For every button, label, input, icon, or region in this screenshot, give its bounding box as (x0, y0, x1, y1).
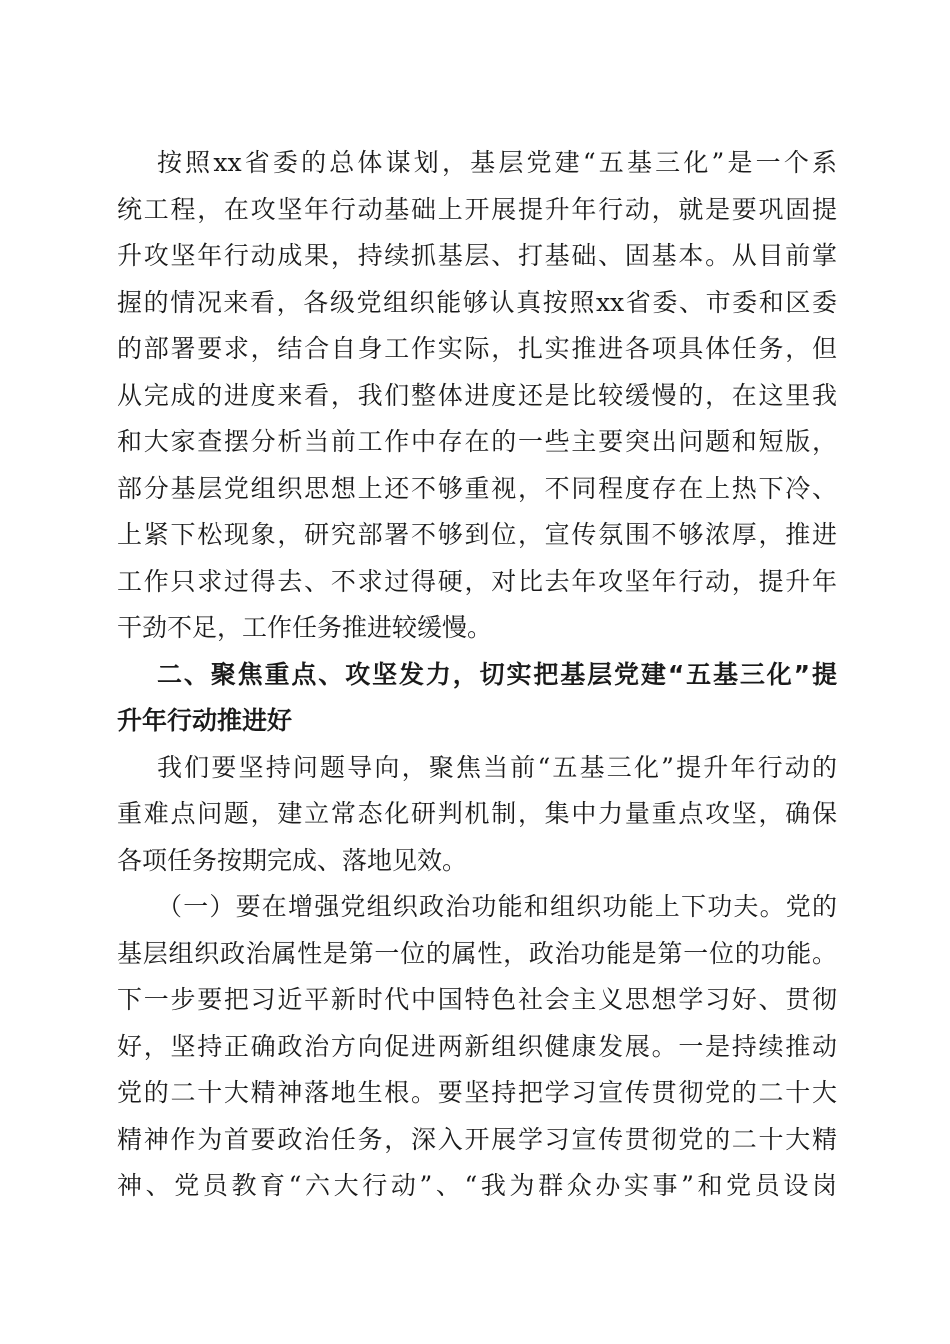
text-line: 升攻坚年行动成果，持续抓基层、打基础、固基本。从目前掌 (117, 241, 837, 270)
heading-line: 二、聚焦重点、攻坚发力，切实把基层党建“五基三化”提 (157, 659, 837, 689)
text-line: 下一步要把习近平新时代中国特色社会主义思想学习好、贯彻 (117, 985, 837, 1014)
text-line: 精神作为首要政治任务，深入开展学习宣传贯彻党的二十大精 (117, 1124, 837, 1154)
text-line: 神、党员教育“六大行动”、“我为群众办实事”和党员设岗 (117, 1171, 837, 1200)
text-line: 各项任务按期完成、落地见效。 (117, 845, 468, 875)
text-line: 按照xx省委的总体谋划，基层党建“五基三化”是一个系 (157, 148, 837, 177)
text-line: 干劲不足，工作任务推进较缓慢。 (117, 613, 493, 642)
text-line: 部分基层党组织思想上还不够重视，不同程度存在上热下冷、 (117, 473, 837, 503)
text-line: 从完成的进度来看，我们整体进度还是比较缓慢的，在这里我 (117, 380, 837, 410)
text-line: 重难点问题，建立常态化研判机制，集中力量重点攻坚，确保 (117, 799, 837, 828)
section-heading (117, 652, 837, 745)
paragraph-overview (117, 140, 837, 652)
text-line: 上紧下松现象，研究部署不够到位，宣传氛围不够浓厚，推进 (117, 520, 837, 549)
text-line: 我们要坚持问题导向，聚焦当前“五基三化”提升年行动的 (157, 752, 837, 782)
text-line: 的部署要求，结合自身工作实际，扎实推进各项具体任务，但 (117, 334, 837, 363)
text-line: 统工程，在攻坚年行动基础上开展提升年行动，就是要巩固提 (117, 194, 837, 224)
text-line: 党的二十大精神落地生根。要坚持把学习宣传贯彻党的二十大 (117, 1078, 837, 1107)
document-body (117, 140, 837, 1210)
text-line: 握的情况来看，各级党组织能够认真按照xx省委、市委和区委 (117, 287, 837, 317)
text-line: 好，坚持正确政治方向促进两新组织健康发展。一是持续推动 (117, 1031, 837, 1061)
text-line: 工作只求过得去、不求过得硬，对比去年攻坚年行动，提升年 (117, 566, 837, 596)
heading-line: 升年行动推进好 (117, 706, 293, 735)
text-line: （一）要在增强党组织政治功能和组织功能上下功夫。党的 (157, 892, 837, 921)
text-line: 和大家查摆分析当前工作中存在的一些主要突出问题和短版， (117, 427, 837, 456)
paragraph-item-1 (117, 884, 837, 1210)
paragraph-intro (117, 745, 837, 885)
text-line: 基层组织政治属性是第一位的属性，政治功能是第一位的功能。 (117, 938, 837, 968)
